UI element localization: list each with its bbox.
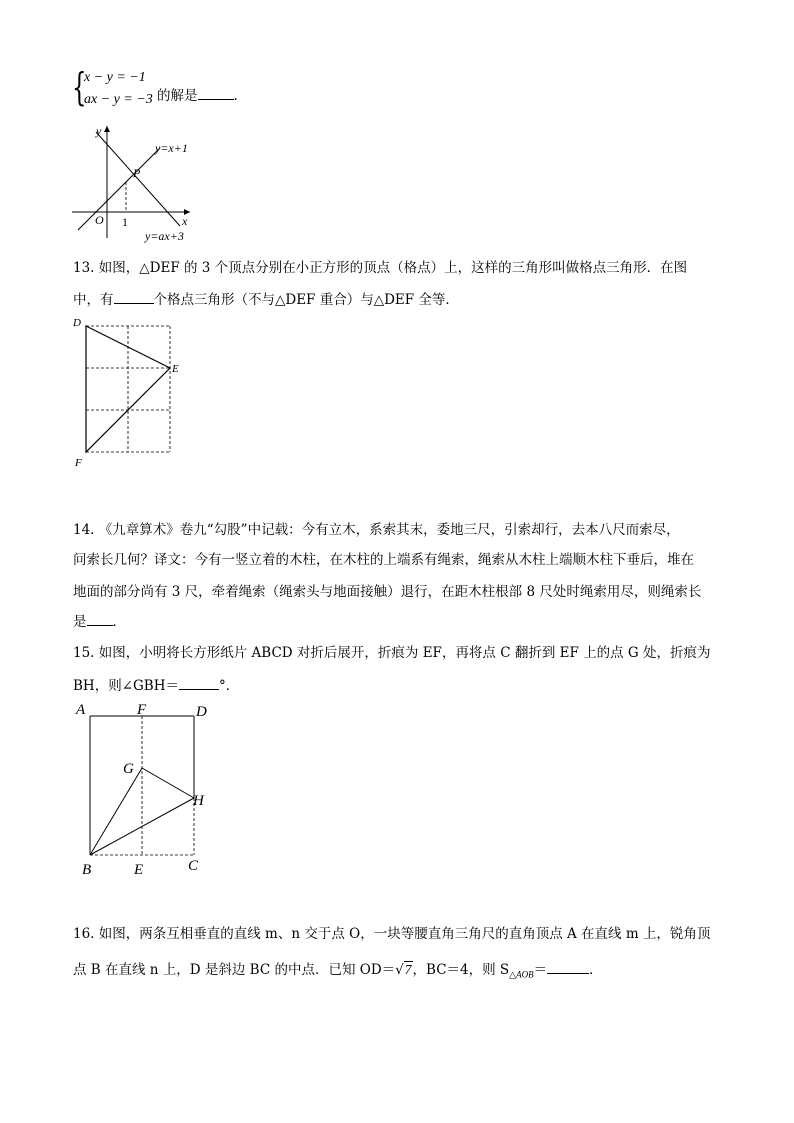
q12-answer-blank [198,87,234,100]
q16-line-2a: 点 B 在直线 n 上，D 是斜边 BC 的中点．已知 OD＝ [73,962,396,978]
y-axis-label: y [96,124,102,138]
q14-line-2: 问索长几何？译文：今有一竖立着的木柱，在木柱的上端系有绳索，绳索从木柱上端顺木柱下垂后，堆在 [73,552,694,568]
q15-label-g: G [123,761,134,777]
segment-bg [90,768,142,855]
q15-answer-blank [179,677,219,690]
sqrt-expression [395,962,412,978]
q15-label-a: A [76,702,86,718]
q15-label-d: D [196,704,207,720]
q12-equation-2: ax − y = −3 [84,92,153,107]
q13-line-1: 13. 如图，△DEF 的 3 个顶点分别在小正方形的顶点（格点）上，这样的三角形叫做格点三角形．在图 [73,260,688,276]
q15-line-2b: °． [218,678,240,694]
q16-line-1: 16. 如图，两条互相垂直的直线 m、n 交于点 O，一块等腰直角三角尺的直角顶点 A 在直线 m 上，锐角顶 [73,926,711,942]
q13-label-e: E [172,363,179,375]
q12-end: . [233,88,238,104]
q15-line-2a: BH，则∠GBH＝ [73,678,179,694]
q12-equation-1: x − y = −1 [84,70,146,85]
q16-line-2b: ，BC＝4，则 S [412,962,510,978]
y-axis-arrow [104,126,110,132]
q16-line-2c: ＝ [533,962,548,978]
q13-line-2b: 个格点三角形（不与△DEF 重合）与△DEF 全等． [153,292,459,308]
q15-line-1: 15. 如图，小明将长方形纸片 ABCD 对折后展开，折痕为 EF，再将点 C 翻折到 EF 上的点 G 处，折痕为 [73,645,711,661]
sqrt-radicand: 7 [404,962,412,977]
q14-answer-blank [87,613,113,626]
segment-gh [142,768,194,798]
q13-line-2a: 中，有 [73,292,114,308]
q14-line-4a: 是 [73,614,87,630]
q14-line-4b: ． [112,614,126,630]
q13-label-d: D [73,317,81,329]
q16-subscript: △AOB [509,969,534,980]
line2-label: y=ax+3 [145,229,184,243]
q13-label-f: F [75,457,82,469]
sqrt-symbol: √ [395,962,404,978]
q12-graph [60,120,210,245]
line-y-x-plus-1 [78,148,160,230]
tick-label-one: 1 [122,215,128,229]
q15-label-e: E [134,862,144,878]
q15-label-c: C [188,858,199,874]
q14-line-4 [73,610,126,630]
q13-figure [70,314,190,472]
q16-line-2 [73,958,603,981]
line1-label: y=x+1 [155,141,188,155]
q14-line-1: 14. 《九章算术》卷九“勾股”中记载：今有立木，系索其末，委地三尺，引索却行，去本八尺而索尽， [73,522,680,538]
q13-grid [86,326,170,452]
q16-answer-blank [547,961,589,974]
point-p-label: P [133,166,141,180]
brace-symbol: { [72,65,87,109]
q16-line-2d: ． [589,962,603,978]
q14-line-3: 地面的部分尚有 3 尺，牵着绳索（绳索头与地面接触）退行，在距木柱根部 8 尺处时绳索用尽，则绳索长 [73,584,702,600]
q15-label-b: B [82,862,92,878]
q12-tail-text: 的解是 [157,88,198,104]
q15-line-2 [73,674,239,694]
q15-label-f: F [137,702,147,718]
q15-figure [70,698,220,880]
q12-answer-line [157,84,238,104]
q15-label-h: H [193,793,204,809]
q13-line-2 [73,288,459,308]
x-axis-label: x [182,214,188,228]
origin-label: O [95,213,104,227]
q13-answer-blank [114,291,154,304]
